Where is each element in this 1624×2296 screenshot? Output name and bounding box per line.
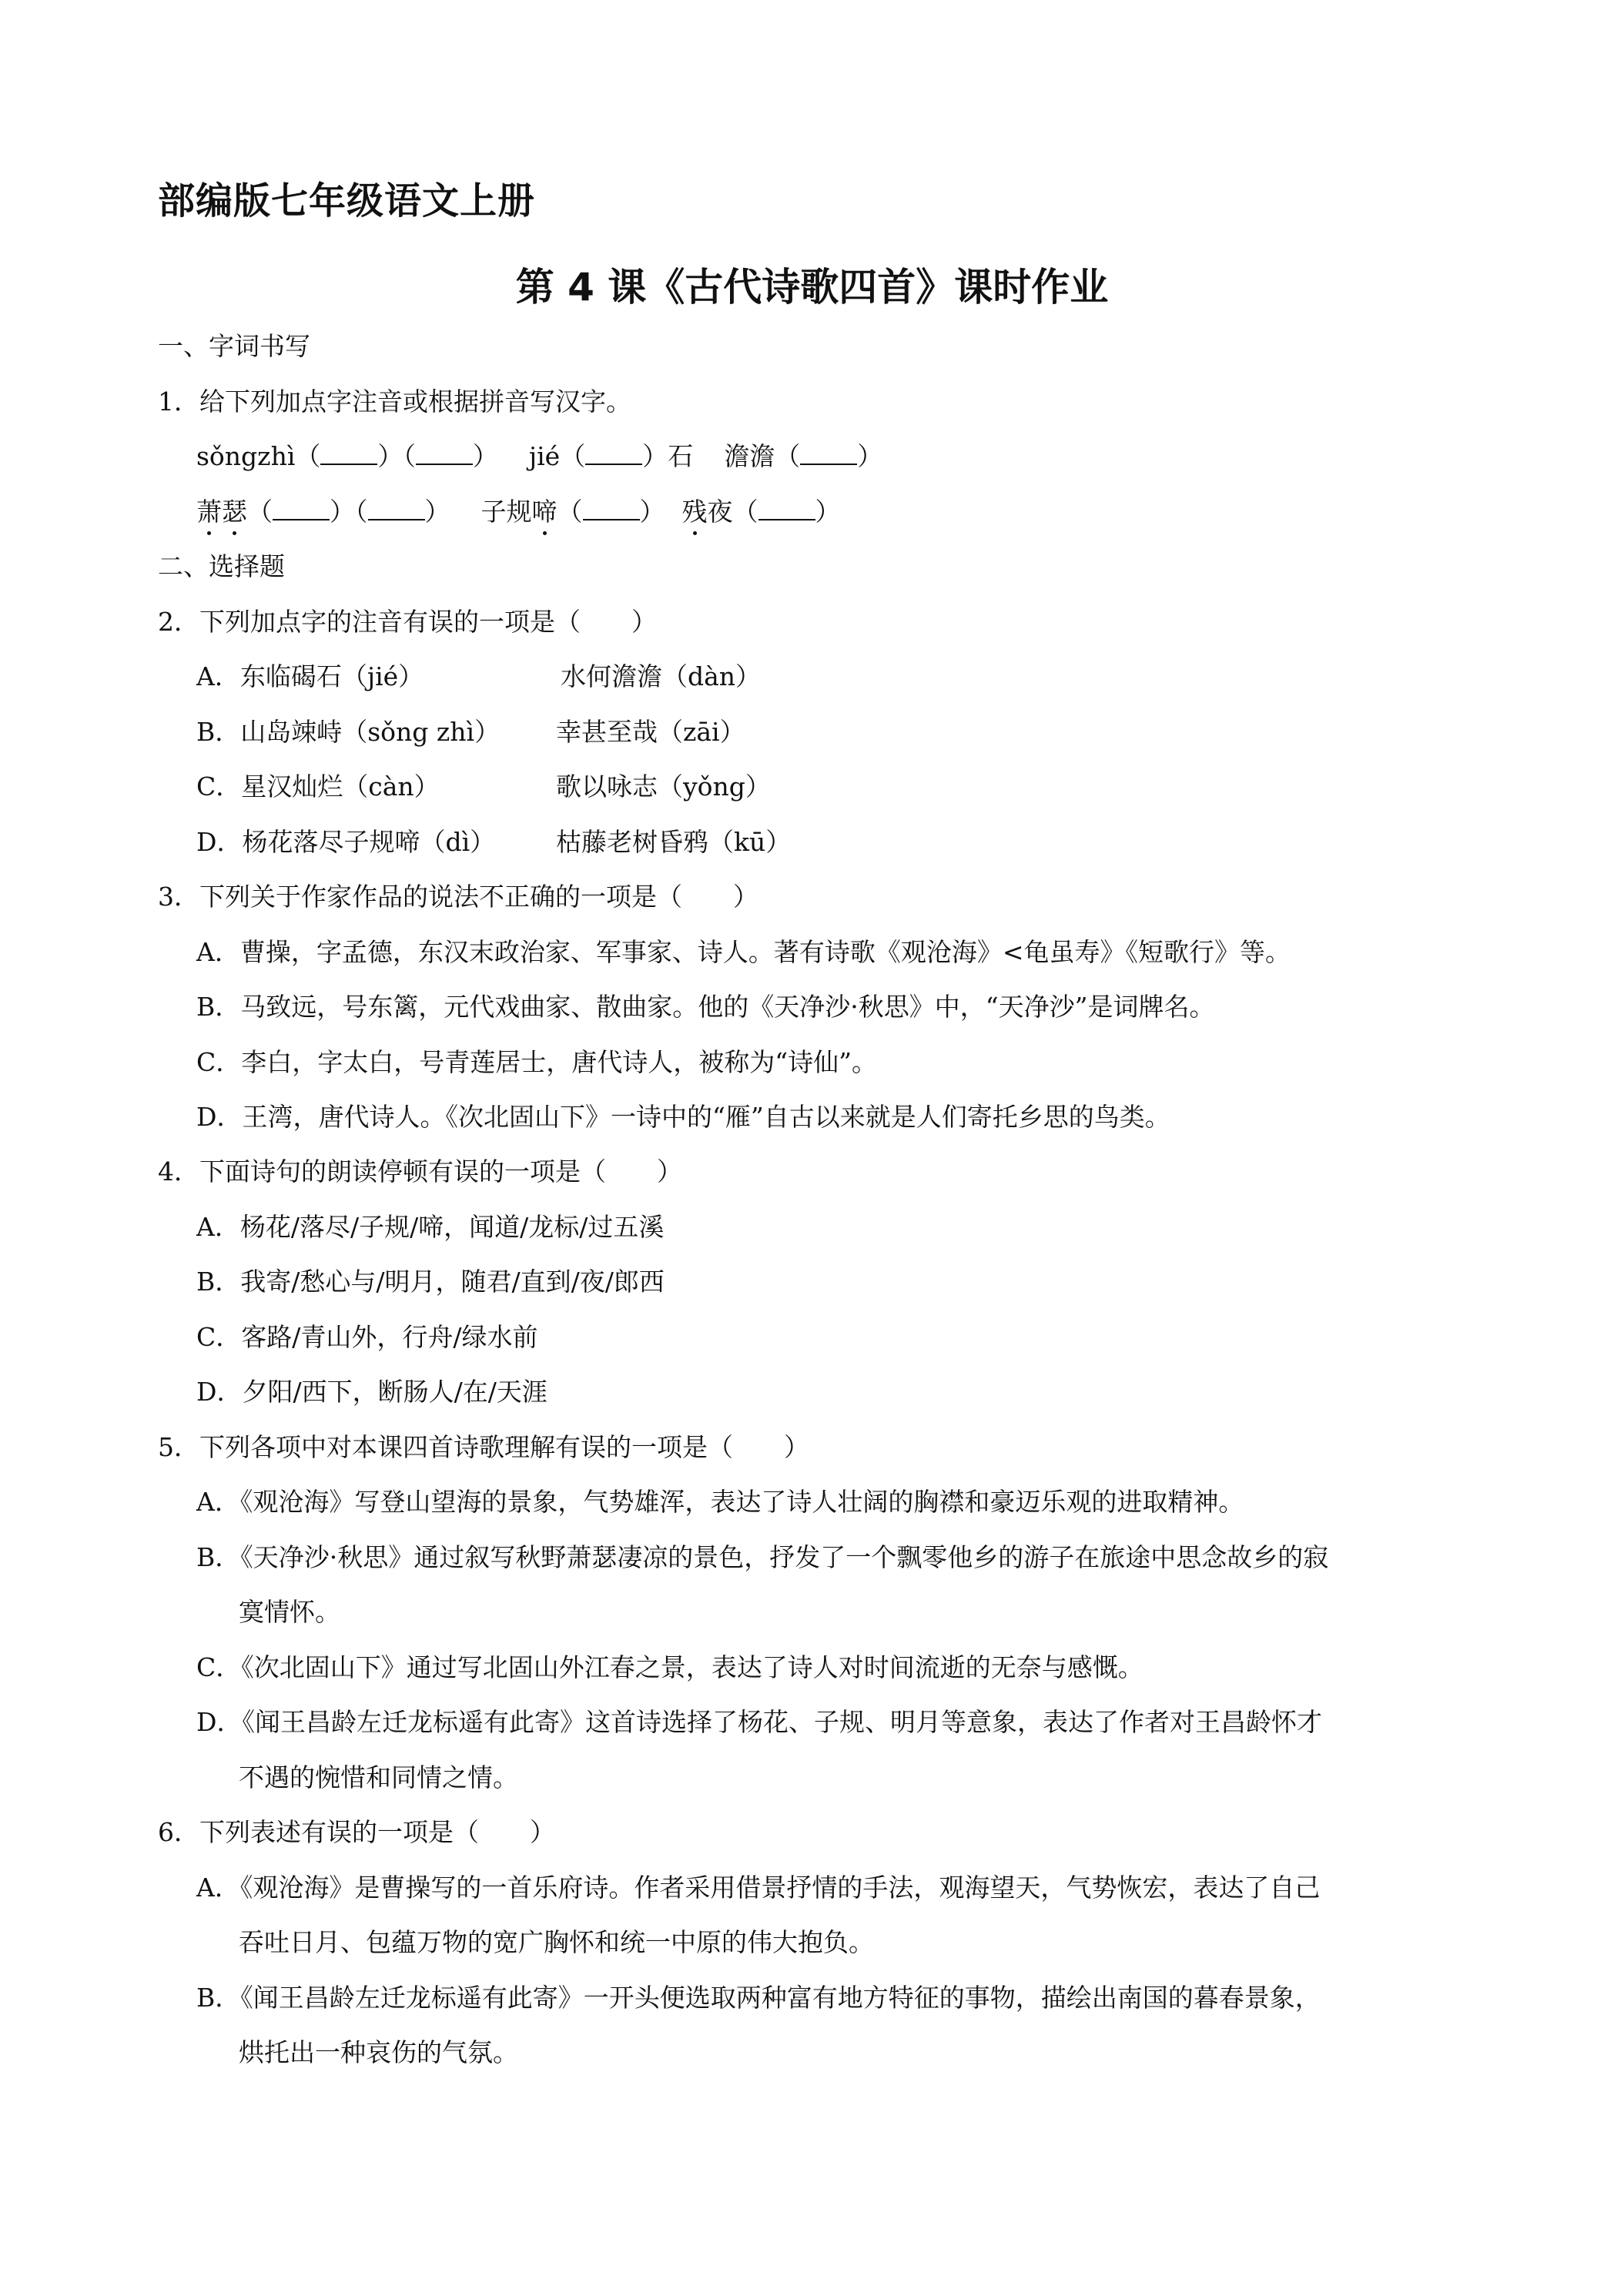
answer-blank[interactable] [416, 442, 473, 465]
q6-option-a[interactable]: A．《观沧海》是曹操写的一首乐府诗。作者采用借景抒情的手法，观海望天，气势恢宏，表达了自己 [196, 1873, 1321, 1903]
answer-blank[interactable] [583, 497, 640, 520]
answer-blank[interactable] [800, 442, 857, 465]
question-3-stem: 3．下列关于作家作品的说法不正确的一项是（ ） [158, 882, 758, 912]
q4-option-c[interactable]: C．客路/青山外，行舟/绿水前 [196, 1322, 538, 1352]
paren-close: ） [639, 497, 665, 527]
answer-blank[interactable] [320, 442, 377, 465]
q5-option-b-cont: 寞情怀。 [239, 1597, 340, 1627]
question-1-line-1 [196, 440, 882, 474]
dotted-char: 萧 [196, 495, 222, 529]
question-6-stem: 6．下列表述有误的一项是（ ） [158, 1817, 555, 1847]
paren-close: ） [424, 497, 450, 527]
paren-open: （ [557, 497, 583, 527]
dotted-char: 啼 [532, 495, 558, 529]
q2-option-c-right: 歌以咏志（yǒng） [556, 771, 771, 802]
q1-item-b-start: jié（ [528, 441, 586, 471]
q1-word-suffix: 夜 [707, 497, 733, 527]
q1-item-b-end: ）石 [642, 441, 694, 471]
question-2-stem: 2．下列加点字的注音有误的一项是（ ） [158, 607, 657, 637]
q4-option-b[interactable]: B．我寄/愁心与/明月，随君/直到/夜/郎西 [196, 1267, 665, 1297]
q6-option-b[interactable]: B．《闻王昌龄左迁龙标遥有此寄》一开头便选取两种富有地方特征的事物，描绘出南国的暮春景象， [196, 1983, 1321, 2013]
question-5-stem: 5．下列各项中对本课四首诗歌理解有误的一项是（ ） [158, 1432, 809, 1462]
q5-option-a[interactable]: A．《观沧海》写登山望海的景象，气势雄浑，表达了诗人壮阔的胸襟和豪迈乐观的进取精神。 [196, 1487, 1244, 1517]
q6-option-a-cont: 吞吐日月、包蕴万物的宽广胸怀和统一中原的伟大抱负。 [239, 1927, 874, 1957]
question-4-stem: 4．下面诗句的朗读停顿有误的一项是（ ） [158, 1156, 682, 1186]
lesson-title: 第 4 课《古代诗歌四首》课时作业 [515, 265, 1109, 310]
paren-mid: ）（ [330, 497, 368, 527]
q3-option-a[interactable]: A．曹操，字孟德，东汉末政治家、军事家、诗人。著有诗歌《观沧海》<龟虽寿》《短歌行》等。 [196, 937, 1291, 967]
q3-option-b[interactable]: B．马致远，号东篱，元代戏曲家、散曲家。他的《天净沙·秋思》中，“天净沙”是词牌名。 [196, 992, 1215, 1022]
q2-option-b-right: 幸甚至哉（zāi） [556, 717, 745, 747]
q1-item-a-start: sǒngzhì（ [196, 441, 321, 471]
q2-option-a-right: 水何澹澹（dàn） [561, 661, 762, 691]
question-1-line-2 [196, 495, 841, 529]
dotted-char: 残 [682, 495, 708, 529]
book-title: 部编版七年级语文上册 [158, 179, 536, 223]
paren-close: ） [815, 497, 841, 527]
q1-item-a-mid: ）（ [377, 441, 416, 471]
q5-option-d[interactable]: D．《闻王昌龄左迁龙标遥有此寄》这首诗选择了杨花、子规、明月等意象，表达了作者对王昌龄怀才 [196, 1707, 1322, 1737]
q5-option-c[interactable]: C．《次北固山下》通过写北固山外江春之景，表达了诗人对时间流逝的无奈与感慨。 [196, 1652, 1143, 1682]
paren-open: （ [247, 497, 273, 527]
section-heading-2: 二、选择题 [158, 551, 285, 581]
paren-open: （ [732, 497, 758, 527]
q2-option-b-left[interactable]: B．山岛竦峙（sǒng zhì） [196, 717, 501, 747]
dotted-char: 瑟 [222, 495, 247, 529]
answer-blank[interactable] [273, 497, 330, 520]
q3-option-d[interactable]: D．王湾，唐代诗人。《次北固山下》一诗中的“雁”自古以来就是人们寄托乡思的鸟类。 [196, 1102, 1170, 1132]
q4-option-d[interactable]: D．夕阳/西下，断肠人/在/天涯 [196, 1377, 547, 1407]
q3-option-c[interactable]: C．李白，字太白，号青莲居士，唐代诗人，被称为“诗仙”。 [196, 1047, 877, 1077]
answer-blank[interactable] [368, 497, 425, 520]
answer-blank[interactable] [758, 497, 815, 520]
q6-option-b-cont: 烘托出一种哀伤的气氛。 [239, 2037, 518, 2067]
q2-option-a-left[interactable]: A．东临碣石（jié） [196, 661, 424, 691]
q5-option-d-cont: 不遇的惋惜和同情之情。 [239, 1762, 518, 1792]
question-1-stem: 1．给下列加点字注音或根据拼音写汉字。 [158, 387, 631, 417]
q5-option-b[interactable]: B．《天净沙·秋思》通过叙写秋野萧瑟凄凉的景色，抒发了一个飘零他乡的游子在旅途中思念故乡的寂 [196, 1542, 1329, 1572]
q2-option-c-left[interactable]: C．星汉灿烂（càn） [196, 771, 440, 802]
q1-word-prefix: 子规 [481, 497, 532, 527]
q2-option-d-right: 枯藤老树昏鸦（kū） [556, 827, 792, 857]
q4-option-a[interactable]: A．杨花/落尽/子规/啼，闻道/龙标/过五溪 [196, 1212, 665, 1242]
section-heading-1: 一、字词书写 [158, 331, 310, 361]
q1-item-c-end: ） [857, 441, 883, 471]
q1-item-c-start: 澹澹（ [724, 441, 801, 471]
q2-option-d-left[interactable]: D．杨花落尽子规啼（dì） [196, 827, 496, 857]
q1-item-a-end: ） [472, 441, 498, 471]
answer-blank[interactable] [585, 442, 642, 465]
